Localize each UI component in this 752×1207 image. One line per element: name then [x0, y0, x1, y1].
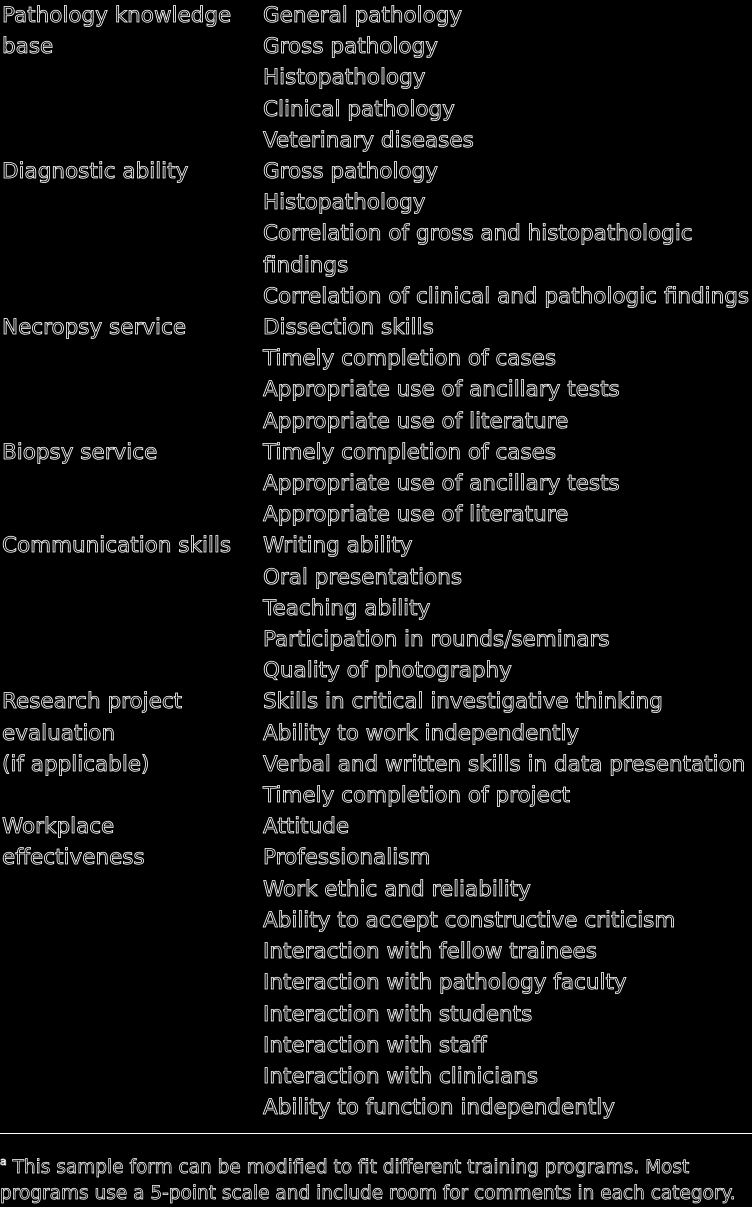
criterion-item: Professionalism: [263, 845, 431, 871]
category-row: [0, 811, 752, 1123]
criterion-item: Histopathology: [263, 65, 426, 91]
criterion-item: Interaction with staff: [263, 1032, 487, 1058]
criterion-item: Teaching ability: [263, 595, 431, 621]
criterion-item: Quality of photography: [263, 658, 512, 684]
category-row: [0, 0, 752, 156]
criterion-item: Veterinary diseases: [263, 127, 474, 153]
criterion-item: Skills in critical investigative thinking: [263, 689, 663, 715]
criterion-item: Interaction with students: [263, 1001, 533, 1027]
criterion-item: Oral presentations: [263, 564, 463, 590]
criterion-item: Gross pathology: [263, 159, 438, 185]
criterion-item: Ability to accept constructive criticism: [263, 907, 676, 933]
criterion-item: Dissection skills: [263, 315, 434, 341]
category-row: [0, 530, 752, 686]
criterion-item: Interaction with clinicians: [263, 1063, 539, 1089]
table-divider: [0, 1133, 752, 1134]
category-label: Research project evaluation (if applicable): [2, 689, 183, 777]
criterion-item: Interaction with fellow trainees: [263, 939, 597, 965]
category-row: [0, 312, 752, 437]
criterion-item: Ability to function independently: [263, 1095, 615, 1121]
criterion-item: Appropriate use of ancillary tests: [263, 377, 620, 403]
footnote-marker: a: [0, 1155, 7, 1168]
criterion-item: Work ethic and reliability: [263, 876, 531, 902]
category-items: [263, 437, 752, 531]
category-row: [0, 156, 752, 312]
category-row: [0, 437, 752, 531]
category-items: [263, 156, 752, 312]
category-label: Biopsy service: [2, 439, 158, 465]
category-items: [263, 312, 752, 437]
criterion-item: Timely completion of project: [263, 783, 571, 809]
criterion-item: Correlation of gross and histopathologic: [263, 221, 693, 247]
criterion-item: Participation in rounds/seminars: [263, 627, 610, 653]
criterion-item: General pathology: [263, 3, 463, 28]
criterion-item: findings: [263, 252, 349, 278]
category-items: [263, 530, 752, 686]
table-footnote: [0, 1149, 752, 1207]
criterion-item: Timely completion of cases: [263, 439, 557, 465]
criterion-item: Interaction with pathology faculty: [263, 970, 627, 996]
criterion-item: Ability to work independently: [263, 720, 580, 746]
footnote-text-line: programs use a 5-point scale and include room for comments in each category.: [0, 1183, 736, 1204]
category-label: Pathology knowledge base: [2, 3, 232, 60]
criterion-item: Appropriate use of literature: [263, 502, 569, 528]
category-items: [263, 0, 752, 156]
category-row: [0, 686, 752, 811]
criterion-item: Appropriate use of ancillary tests: [263, 471, 620, 497]
criterion-item: Verbal and written skills in data presentation: [263, 751, 746, 777]
category-items: [263, 686, 752, 811]
criterion-item: Writing ability: [263, 533, 413, 559]
category-label: Diagnostic ability: [2, 159, 189, 185]
category-label: Workplace effectiveness: [2, 814, 145, 871]
criterion-item: Gross pathology: [263, 34, 438, 60]
criterion-item: Timely completion of cases: [263, 346, 557, 372]
category-items: [263, 811, 752, 1123]
category-label: Communication skills: [2, 533, 232, 559]
criterion-item: Attitude: [263, 814, 350, 840]
footnote-text-line: This sample form can be modified to fit different training programs. Most: [6, 1157, 690, 1178]
criterion-item: Clinical pathology: [263, 96, 455, 122]
criterion-item: Correlation of clinical and pathologic findings: [263, 283, 750, 309]
criterion-item: Histopathology: [263, 190, 426, 216]
category-label: Necropsy service: [2, 315, 187, 341]
criterion-item: Appropriate use of literature: [263, 408, 569, 434]
